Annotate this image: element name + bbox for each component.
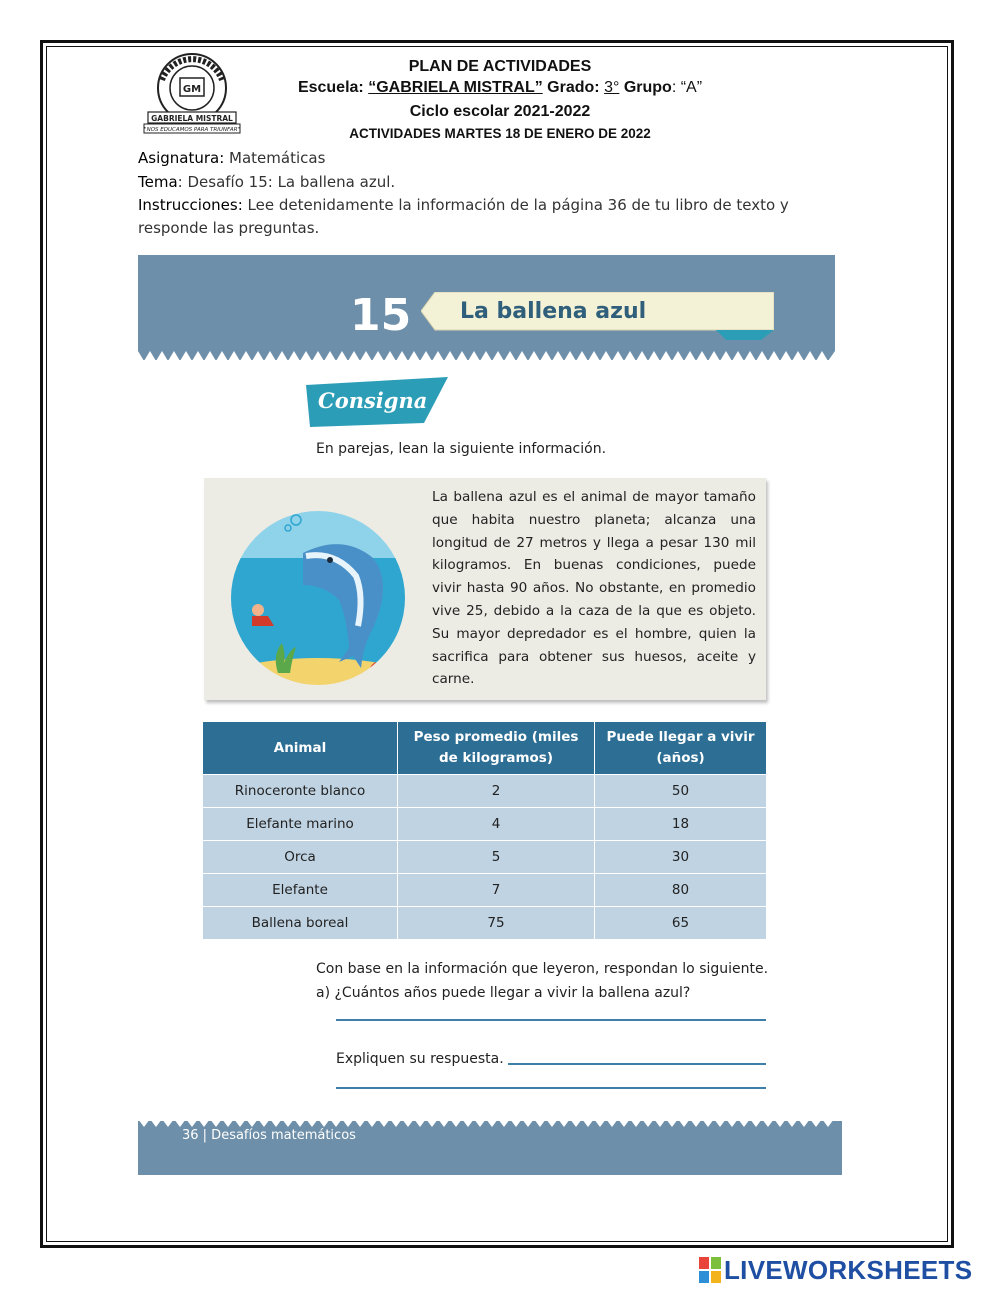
table-cell: 7 — [398, 874, 595, 907]
lesson-title: La ballena azul — [460, 299, 647, 324]
question-intro: Con base en la información que leyeron, respondan lo siguiente. — [316, 961, 769, 977]
table-row — [203, 874, 767, 907]
instrucciones-label: Instrucciones: — [138, 196, 243, 214]
page-footer-text: 36 | Desafíos matemáticos — [182, 1128, 356, 1143]
header-ciclo: Ciclo escolar 2021-2022 — [409, 103, 591, 120]
lesson-number: 15 — [350, 290, 412, 341]
instrucciones-value: Lee detenidamente la información de la página 36 de tu libro de texto y responde las preguntas. — [138, 196, 789, 237]
question-a: a) ¿Cuántos años puede llegar a vivir la ballena azul? — [316, 985, 691, 1001]
grado-value: 3° — [604, 79, 620, 96]
table-cell: 4 — [398, 808, 595, 841]
asignatura-line — [138, 147, 862, 170]
table-cell: 2 — [398, 775, 595, 808]
header-fecha: ACTIVIDADES MARTES 18 DE ENERO DE 2022 — [349, 126, 651, 141]
table-header: Puede llegar a vivir (años) — [595, 722, 767, 775]
tema-label: Tema — [138, 173, 178, 191]
asignatura-value: Matemáticas — [229, 149, 326, 167]
table-cell: 30 — [595, 841, 767, 874]
info-text: La ballena azul es el animal de mayor tamaño que habita nuestro planeta; alcanza una longitud de 27 metros y llega a pesar 130 mil kilogramos. En buenas condiciones, puede vivir hasta 90 años. No obstante, en promedio vive 25, debido a la caza de la que es objeto. Su mayor depredador es el hombre, quien la sacrifica para obtener sus huesos, aceite y carne. — [432, 489, 756, 688]
animal-table — [202, 721, 767, 940]
consigna-label: Consigna — [318, 388, 428, 413]
intro-text: En parejas, lean la siguiente información. — [316, 441, 607, 457]
table-row — [203, 907, 767, 940]
table-cell: 50 — [595, 775, 767, 808]
table-cell: 75 — [398, 907, 595, 940]
school-logo — [140, 50, 244, 136]
liveworksheets-icon — [699, 1257, 721, 1283]
header-title: PLAN DE ACTIVIDADES — [408, 58, 592, 75]
asignatura-label: Asignatura: — [138, 149, 225, 167]
answer-line-explain[interactable] — [508, 1063, 766, 1065]
table-cell: Orca — [203, 841, 398, 874]
table-header: Peso promedio (miles de kilogramos) — [398, 722, 595, 775]
svg-text:GM: GM — [182, 84, 202, 95]
svg-text:"NOS EDUCAMOS PARA TRIUNFAR": "NOS EDUCAMOS PARA TRIUNFAR" — [144, 127, 240, 133]
table-cell: Rinoceronte blanco — [203, 775, 398, 808]
table-cell: Elefante marino — [203, 808, 398, 841]
grupo-value: “A” — [680, 79, 703, 96]
table-cell: 65 — [595, 907, 767, 940]
grupo-label: Grupo — [623, 79, 672, 96]
banner-zigzag — [138, 351, 835, 363]
table-row — [203, 808, 767, 841]
tema-line — [138, 171, 862, 194]
table-header: Animal — [203, 722, 398, 775]
table-cell: 5 — [398, 841, 595, 874]
explain-label: Expliquen su respuesta. — [336, 1051, 504, 1067]
grado-label: Grado: — [547, 79, 600, 96]
info-box — [204, 478, 766, 700]
answer-line-a[interactable] — [336, 1019, 766, 1021]
table-cell: 18 — [595, 808, 767, 841]
answer-line-explain-2[interactable] — [336, 1087, 766, 1089]
svg-text:GABRIELA MISTRAL: GABRIELA MISTRAL — [151, 114, 233, 123]
header-school-line: Escuela: “GABRIELA MISTRAL” Grado: 3° Grupo: “A” — [297, 79, 703, 96]
escuela-label: Escuela: — [297, 79, 364, 96]
table-header-row — [203, 722, 767, 775]
textbook-page — [138, 255, 842, 1175]
instrucciones-line — [138, 194, 862, 240]
tema-value: : Desafío 15: La ballena azul. — [177, 173, 396, 191]
table-row — [203, 775, 767, 808]
whale-illustration — [218, 498, 418, 688]
table-row — [203, 841, 767, 874]
escuela-value: “GABRIELA MISTRAL” — [368, 79, 543, 96]
liveworksheets-watermark: LIVEWORKSHEETS — [724, 1255, 973, 1285]
table-cell: 80 — [595, 874, 767, 907]
table-cell: Elefante — [203, 874, 398, 907]
table-cell: Ballena boreal — [203, 907, 398, 940]
